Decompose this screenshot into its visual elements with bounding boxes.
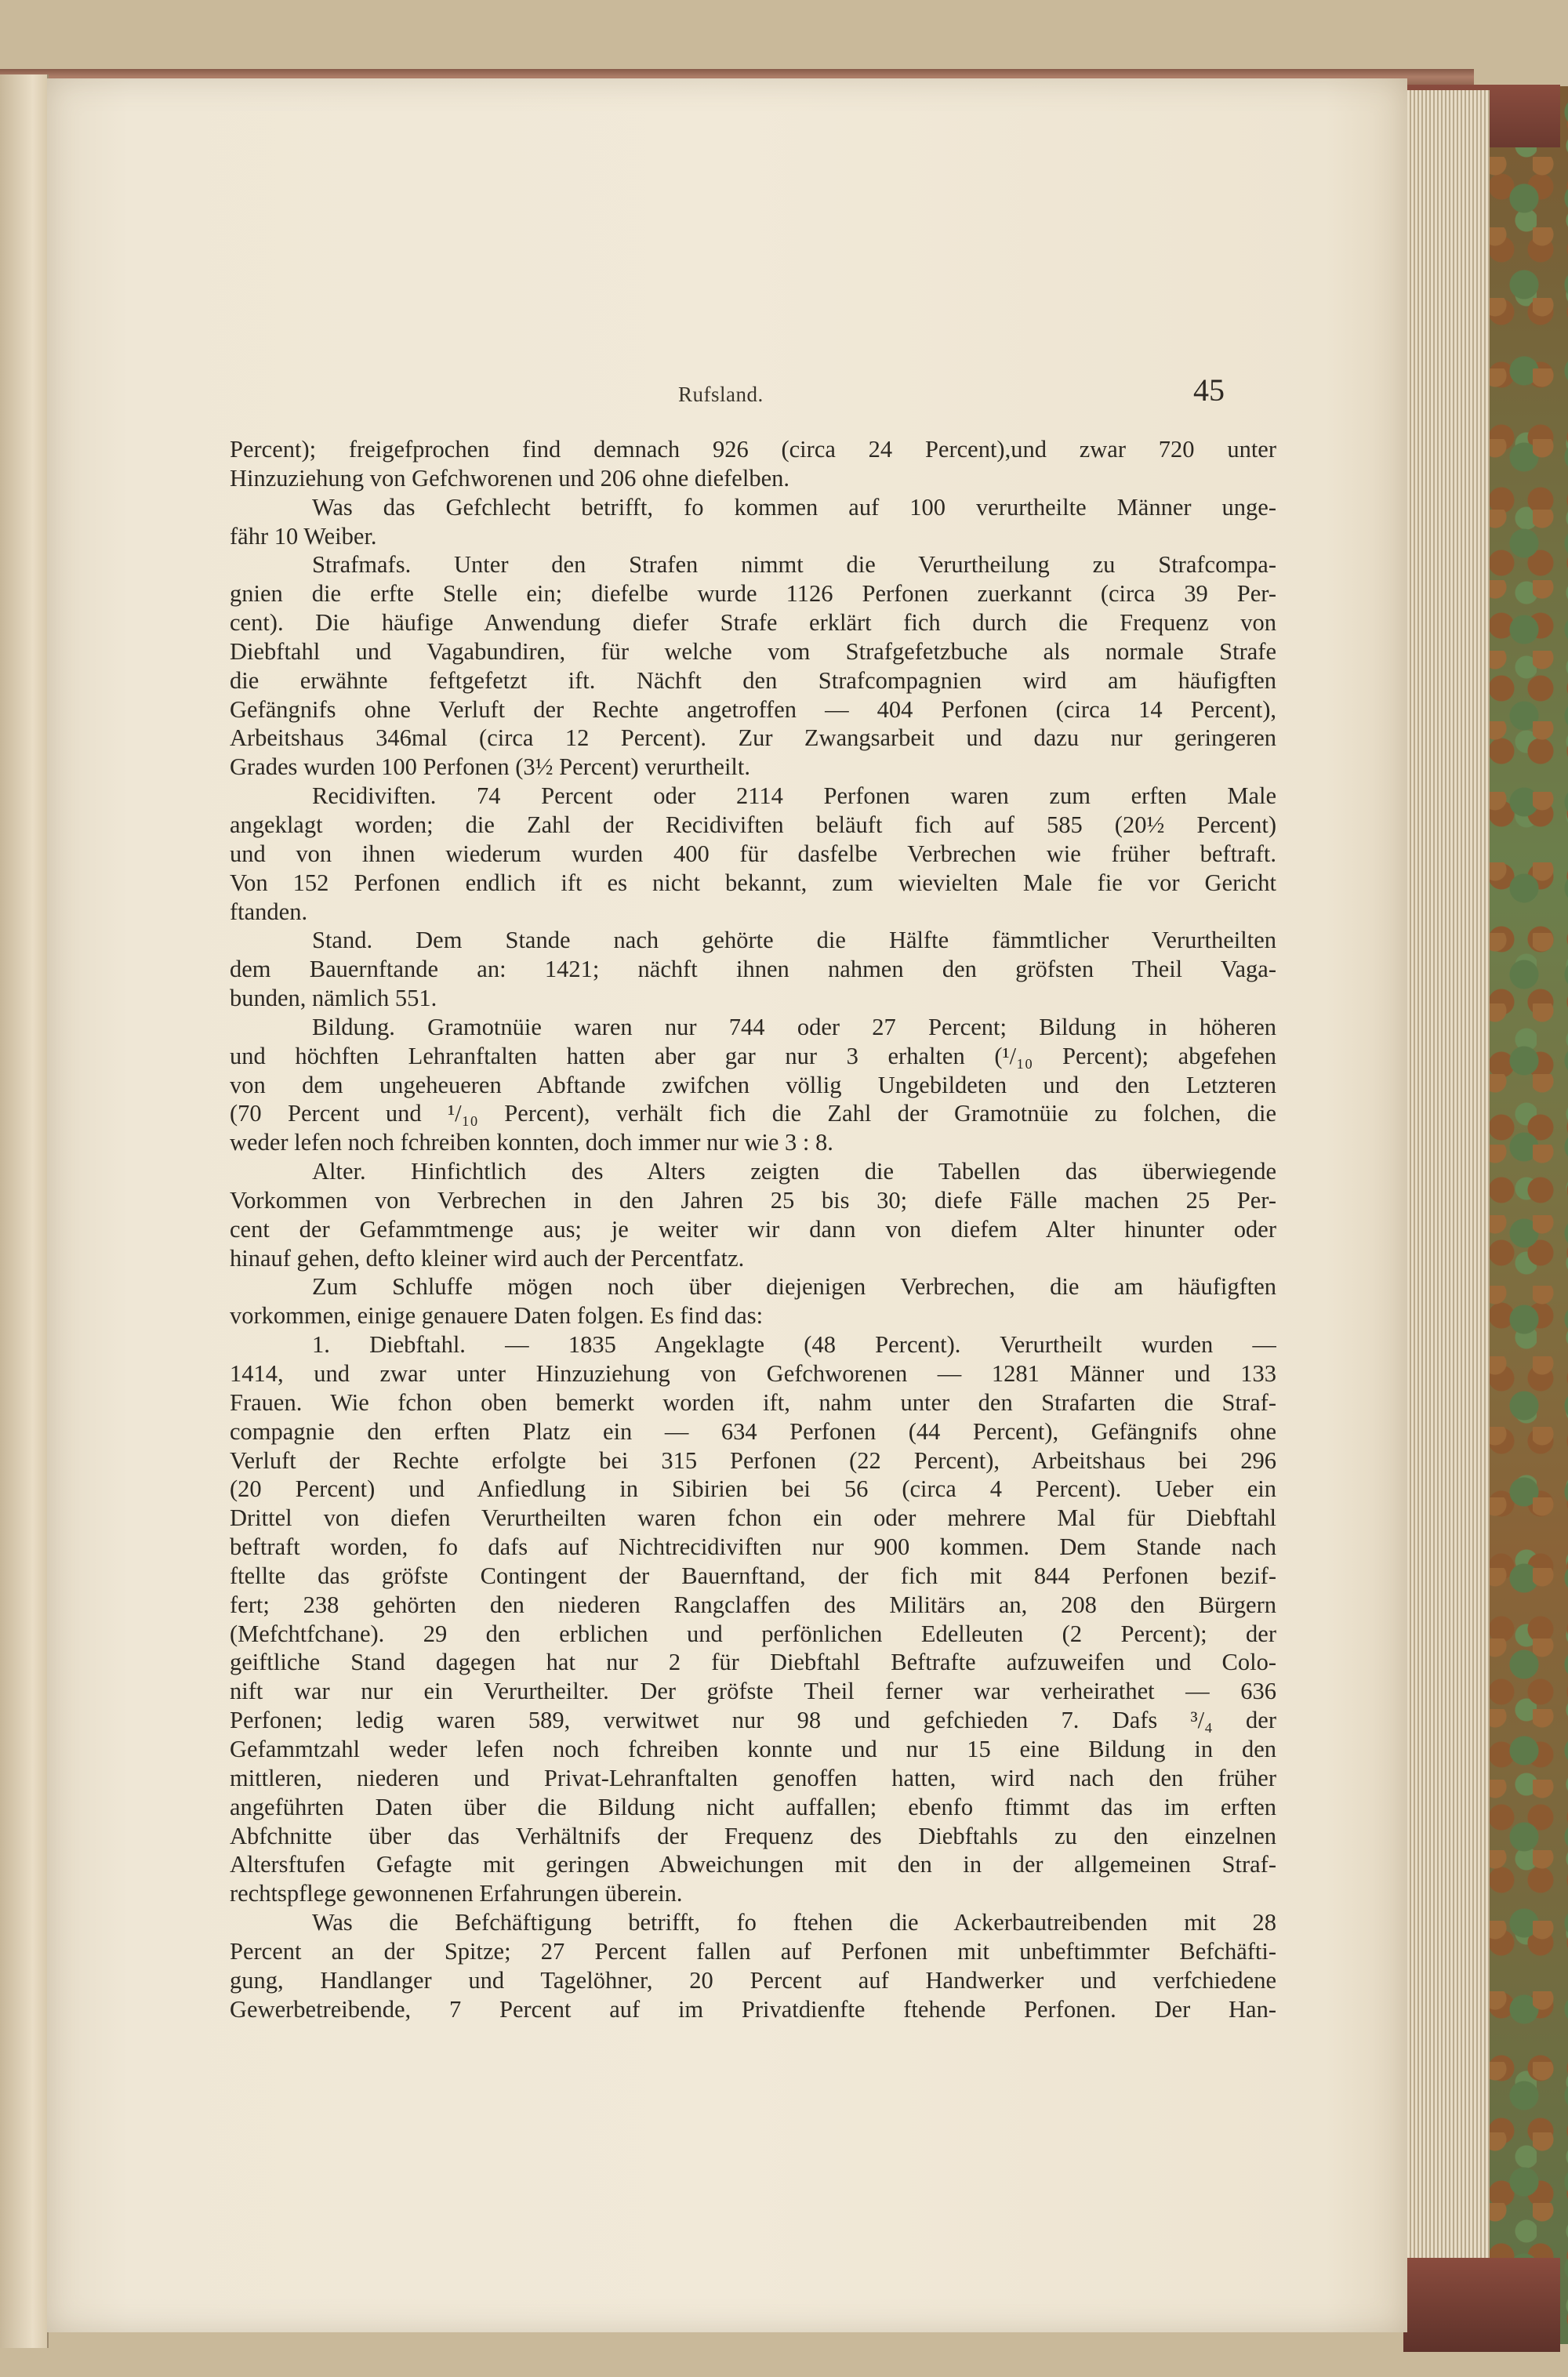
page-number: 45	[1193, 372, 1225, 408]
text-line: Vorkommen von Verbrechen in den Jahren 25 bis 30; diefe Fälle machen 25 Per-	[230, 1186, 1276, 1214]
text-line: Hinzuziehung von Gefchworenen und 206 ohne diefelben.	[230, 464, 789, 492]
text-line: Diebftahl und Vagabundiren, für welche vom Strafgefetzbuche als normale Strafe	[230, 637, 1276, 665]
text-line: Recidiviften. 74 Percent oder 2114 Perfonen waren zum erften Male	[312, 782, 1276, 810]
text-line: weder lefen noch fchreiben konnten, doch immer nur wie 3 : 8.	[230, 1129, 833, 1156]
text-line: Alter. Hinfichtlich des Alters zeigten die Tabellen das überwiegende	[312, 1158, 1276, 1185]
text-line: Abfchnitte über das Verhältnifs der Frequenz des Diebftahls zu den einzelnen	[230, 1822, 1276, 1849]
text-line: die erwähnte feftgefetzt ift. Nächft den Strafcompagnien wird am häufigften	[230, 666, 1276, 694]
text-line: Percent an der Spitze; 27 Percent fallen auf Perfonen mit unbeftimmter Befchäfti-	[230, 1937, 1276, 1965]
text-line: dem Bauernftande an: 1421; nächft ihnen nahmen den gröfsten Theil Vaga-	[230, 956, 1276, 983]
text-line: Verluft der Rechte erfolgte bei 315 Perfonen (22 Percent), Arbeitshaus bei 296	[230, 1446, 1276, 1474]
text-line: (20 Percent) und Anfiedlung in Sibirien bei 56 (circa 4 Percent). Ueber ein	[230, 1475, 1276, 1503]
text-line: cent der Gefammtmenge aus; je weiter wir dann von diefem Alter hinunter oder	[230, 1215, 1276, 1243]
text-line: und von ihnen wiederum wurden 400 für dasfelbe Verbrechen wie früher beftraft.	[230, 840, 1276, 867]
text-line: und höchften Lehranftalten hatten aber gar nur 3 erhalten (¹/₁₀ Percent); abgefehen	[230, 1042, 1276, 1069]
text-line: angeführten Daten über die Bildung nicht auffallen; ebenfo ftimmt das im erften	[230, 1793, 1276, 1820]
cover-spine-bottom	[1403, 2258, 1560, 2352]
page-stack-edges	[1407, 90, 1490, 2324]
text-line: Von 152 Perfonen endlich ift es nicht bekannt, zum wievielten Male fie vor Gericht	[230, 869, 1276, 896]
text-line: Was das Gefchlecht betrifft, fo kommen auf 100 verurtheilte Männer unge-	[312, 493, 1276, 521]
text-line: hinauf gehen, defto kleiner wird auch der Percentfatz.	[230, 1244, 745, 1272]
text-line: (70 Percent und ¹/₁₀ Percent), verhält fich die Zahl der Gramotnüie zu folchen, die	[230, 1100, 1276, 1127]
text-line: Drittel von diefen Verurtheilten waren fchon ein oder mehrere Mal für Diebftahl	[230, 1504, 1276, 1532]
text-line: vorkommen, einige genauere Daten folgen. Es find das:	[230, 1302, 764, 1330]
text-line: Percent); freigefprochen find demnach 926 (circa 24 Percent),und zwar 720 unter	[230, 436, 1276, 463]
text-line: Arbeitshaus 346mal (circa 12 Percent). Zur Zwangsarbeit und dazu nur geringeren	[230, 724, 1276, 752]
body-text	[230, 435, 1276, 2023]
text-line: gnien die erfte Stelle ein; diefelbe wurde 1126 Perfonen zuerkannt (circa 39 Per-	[230, 580, 1276, 608]
text-line: (Mefchtfchane). 29 den erblichen und perfönlichen Edelleuten (2 Percent); der	[230, 1620, 1276, 1647]
text-line: rechtspflege gewonnenen Erfahrungen überein.	[230, 1880, 683, 1907]
text-line: ftanden.	[230, 898, 308, 925]
text-line: Gefängnifs ohne Verluft der Rechte angetroffen — 404 Perfonen (circa 14 Percent),	[230, 695, 1276, 723]
facing-page-edge	[0, 74, 49, 2348]
text-line: nift war nur ein Verurtheilter. Der gröfste Theil ferner war verheirathet — 636	[230, 1678, 1276, 1705]
text-line: Bildung. Gramotnüie waren nur 744 oder 27 Percent; Bildung in höheren	[312, 1013, 1276, 1040]
text-line: cent). Die häufige Anwendung diefer Strafe erklärt fich durch die Frequenz von	[230, 609, 1276, 637]
text-line: compagnie den erften Platz ein — 634 Perfonen (44 Percent), Gefängnifs ohne	[230, 1417, 1276, 1445]
text-line: von dem ungeheueren Abftande zwifchen völlig Ungebildeten und den Letzteren	[230, 1071, 1276, 1098]
text-line: beftraft worden, fo dafs auf Nichtrecidiviften nur 900 kommen. Dem Stande nach	[230, 1533, 1276, 1561]
text-line: gung, Handlanger und Tagelöhner, 20 Percent auf Handwerker und verfchiedene	[230, 1966, 1276, 1994]
text-line: Grades wurden 100 Perfonen (3½ Percent) verurtheilt.	[230, 753, 751, 781]
text-line: fähr 10 Weiber.	[230, 522, 377, 550]
text-line: Altersftufen Gefagte mit geringen Abweichungen mit den in der allgemeinen Straf-	[230, 1851, 1276, 1878]
text-line: fert; 238 gehörten den niederen Rangclaffen des Militärs an, 208 den Bürgern	[230, 1591, 1276, 1618]
book-page	[47, 78, 1407, 2332]
text-line: ftellte das gröfste Contingent der Bauernftand, der fich mit 844 Perfonen bezif-	[230, 1562, 1276, 1589]
text-line: Stand. Dem Stande nach gehörte die Hälfte fämmtlicher Verurtheilten	[312, 927, 1276, 954]
marbled-cover	[1486, 86, 1568, 2344]
text-line: Strafmafs. Unter den Strafen nimmt die Verurtheilung zu Strafcompa-	[312, 551, 1276, 579]
text-line: angeklagt worden; die Zahl der Recidiviften beläuft fich auf 585 (20½ Percent)	[230, 811, 1276, 838]
text-line: Perfonen; ledig waren 589, verwitwet nur 98 und gefchieden 7. Dafs ³/₄ der	[230, 1707, 1276, 1734]
text-line: 1. Diebftahl. — 1835 Angeklagte (48 Percent). Verurtheilt wurden —	[312, 1331, 1276, 1359]
text-line: Gefammtzahl weder lefen noch fchreiben konnte und nur 15 eine Bildung in den	[230, 1735, 1276, 1762]
text-line: Frauen. Wie fchon oben bemerkt worden ift, nahm unter den Strafarten die Straf-	[230, 1388, 1276, 1416]
running-head: Rufsland.	[678, 383, 764, 406]
text-line: Zum Schluffe mögen noch über diejenigen Verbrechen, die am häufigften	[312, 1273, 1276, 1301]
text-line: Gewerbetreibende, 7 Percent auf im Privatdienfte ftehende Perfonen. Der Han-	[230, 1995, 1276, 2023]
text-line: 1414, und zwar unter Hinzuziehung von Gefchworenen — 1281 Männer und 133	[230, 1360, 1276, 1387]
text-line: mittleren, niederen und Privat-Lehranftalten genoffen hatten, wird nach den früher	[230, 1764, 1276, 1791]
text-line: Was die Befchäftigung betrifft, fo ftehen die Ackerbautreibenden mit 28	[312, 1909, 1276, 1936]
text-line: bunden, nämlich 551.	[230, 985, 437, 1012]
text-line: geiftliche Stand dagegen hat nur 2 für Diebftahl Beftrafte aufzuweifen und Colo-	[230, 1649, 1276, 1676]
